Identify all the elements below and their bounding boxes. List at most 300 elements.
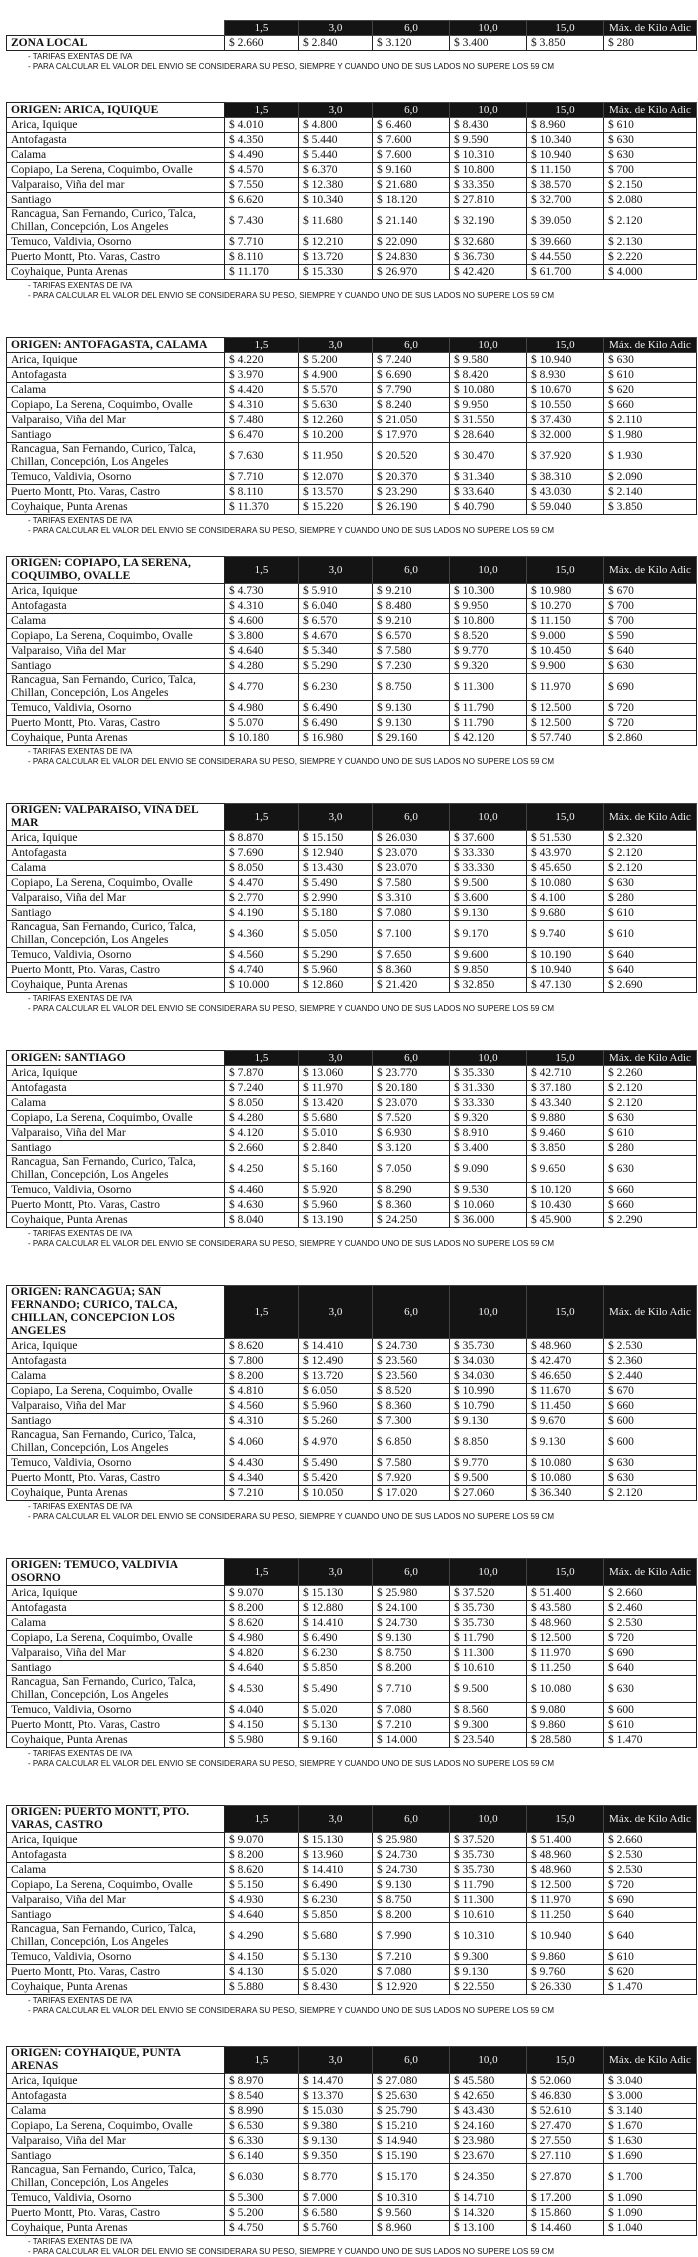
destination-cell: Rancagua, San Fernando, Curico, Talca, Chillan, Concepción, Los Angeles	[7, 443, 225, 470]
rate-cell: $ 9.500	[450, 1471, 527, 1486]
tariff-note: - PARA CALCULAR EL VALOR DEL ENVIO SE CONSIDERARA SU PESO, SIEMPRE Y CUANDO UNO DE SUS LADOS NO SUPERE LOS 59 CM	[28, 2006, 555, 2015]
table-row	[7, 629, 697, 644]
destination-cell: Coyhaique, Punta Arenas	[7, 978, 225, 993]
rate-cell: $ 2.440	[604, 1369, 697, 1384]
rate-cell: $ 12.380	[299, 178, 373, 193]
rate-cell: $ 8.200	[225, 1601, 299, 1616]
rate-cell: $ 45.900	[527, 1213, 604, 1228]
rate-cell: $ 5.680	[299, 1111, 373, 1126]
rate-cell: $ 17.020	[373, 1486, 450, 1501]
rate-cell: $ 9.900	[527, 659, 604, 674]
rate-cell: $ 10.180	[225, 731, 299, 746]
rate-cell: $ 2.360	[604, 1354, 697, 1369]
rate-cell: $ 11.970	[299, 1081, 373, 1096]
destination-cell: Arica, Iquique	[7, 1586, 225, 1601]
rate-cell: $ 24.830	[373, 250, 450, 265]
rate-cell: $ 48.960	[527, 1848, 604, 1863]
table-row	[7, 1646, 697, 1661]
rate-cell: $ 9.740	[527, 921, 604, 948]
weight-column-header: Máx. de Kilo Adic	[604, 557, 697, 584]
rate-cell: $ 3.400	[450, 1141, 527, 1156]
rate-cell: $ 7.710	[225, 470, 299, 485]
rate-cell: $ 4.740	[225, 963, 299, 978]
rate-cell: $ 4.770	[225, 674, 299, 701]
rate-cell: $ 8.910	[450, 1126, 527, 1141]
rate-cell: $ 15.170	[373, 2164, 450, 2191]
header-row	[7, 2047, 697, 2074]
rate-cell: $ 9.130	[527, 1429, 604, 1456]
rate-cell: $ 4.150	[225, 1718, 299, 1733]
rate-cell: $ 8.360	[373, 1198, 450, 1213]
weight-column-header: 6,0	[373, 1559, 450, 1586]
destination-cell: Valparaiso, Viña del mar	[7, 178, 225, 193]
rate-cell: $ 14.710	[450, 2191, 527, 2206]
rate-cell: $ 7.650	[373, 948, 450, 963]
table-row	[7, 443, 697, 470]
rate-cell: $ 10.080	[450, 383, 527, 398]
rate-cell: $ 9.130	[373, 701, 450, 716]
rate-cell: $ 13.370	[299, 2089, 373, 2104]
rate-cell: $ 35.730	[450, 1601, 527, 1616]
origin-rate-table	[6, 1805, 697, 1995]
rate-cell: $ 5.490	[299, 876, 373, 891]
rate-cell: $ 660	[604, 1183, 697, 1198]
rate-cell: $ 8.200	[373, 1661, 450, 1676]
rate-cell: $ 39.050	[527, 208, 604, 235]
origin-section	[0, 1805, 698, 2016]
table-row	[7, 1213, 697, 1228]
destination-cell: Santiago	[7, 1141, 225, 1156]
rate-cell: $ 4.280	[225, 659, 299, 674]
tariff-note: - TARIFAS EXENTAS DE IVA	[28, 516, 133, 525]
rate-cell: $ 6.690	[373, 368, 450, 383]
rate-cell: $ 13.720	[299, 1369, 373, 1384]
table-row	[7, 846, 697, 861]
rate-cell: $ 8.420	[450, 368, 527, 383]
rate-cell: $ 35.730	[450, 1863, 527, 1878]
rate-cell: $ 660	[604, 1399, 697, 1414]
table-row	[7, 921, 697, 948]
rate-cell: $ 10.190	[527, 948, 604, 963]
rate-cell: $ 2.120	[604, 1486, 697, 1501]
rate-cell: $ 630	[604, 876, 697, 891]
header-row	[7, 21, 697, 36]
rate-cell: $ 3.120	[373, 36, 450, 51]
destination-cell: Calama	[7, 614, 225, 629]
rate-cell: $ 1.630	[604, 2134, 697, 2149]
rate-cell: $ 4.470	[225, 876, 299, 891]
rate-cell: $ 24.730	[373, 1616, 450, 1631]
rate-cell: $ 31.330	[450, 1081, 527, 1096]
rate-cell: $ 13.720	[299, 250, 373, 265]
rate-cell: $ 670	[604, 584, 697, 599]
zone-label: ZONA LOCAL	[7, 36, 225, 51]
rate-cell: $ 14.460	[527, 2221, 604, 2236]
destination-cell: Antofagasta	[7, 1848, 225, 1863]
rate-cell: $ 4.490	[225, 148, 299, 163]
rate-cell: $ 7.920	[373, 1471, 450, 1486]
rate-cell: $ 11.970	[527, 674, 604, 701]
table-row	[7, 1456, 697, 1471]
weight-column-header: 15,0	[527, 338, 604, 353]
rate-cell: $ 10.790	[450, 1399, 527, 1414]
rate-cell: $ 6.140	[225, 2149, 299, 2164]
weight-column-header: 6,0	[373, 804, 450, 831]
rate-cell: $ 5.850	[299, 1908, 373, 1923]
rate-cell: $ 36.730	[450, 250, 527, 265]
rate-cell: $ 5.960	[299, 1198, 373, 1213]
destination-cell: Coyhaique, Punta Arenas	[7, 1980, 225, 1995]
destination-cell: Arica, Iquique	[7, 1339, 225, 1354]
rate-cell: $ 4.420	[225, 383, 299, 398]
tariff-note: - PARA CALCULAR EL VALOR DEL ENVIO SE CONSIDERARA SU PESO, SIEMPRE Y CUANDO UNO DE SUS LADOS NO SUPERE LOS 59 CM	[28, 757, 555, 766]
rate-cell: $ 30.470	[450, 443, 527, 470]
weight-column-header: 10,0	[450, 804, 527, 831]
rate-cell: $ 5.010	[299, 1126, 373, 1141]
rate-cell: $ 11.670	[527, 1384, 604, 1399]
rate-cell: $ 12.940	[299, 846, 373, 861]
origin-rate-table	[6, 1558, 697, 1748]
rate-cell: $ 22.090	[373, 235, 450, 250]
rate-cell: $ 13.100	[450, 2221, 527, 2236]
origin-rate-table	[6, 102, 697, 280]
rate-cell: $ 670	[604, 1384, 697, 1399]
header-row	[7, 338, 697, 353]
rate-cell: $ 7.210	[373, 1718, 450, 1733]
rate-cell: $ 10.990	[450, 1384, 527, 1399]
rate-cell: $ 10.050	[299, 1486, 373, 1501]
table-row	[7, 2206, 697, 2221]
tariff-notes	[28, 2237, 698, 2257]
rate-cell: $ 4.220	[225, 353, 299, 368]
tariff-notes	[28, 994, 698, 1014]
destination-cell: Copiapo, La Serena, Coquimbo, Ovalle	[7, 1878, 225, 1893]
table-row	[7, 1676, 697, 1703]
destination-cell: Santiago	[7, 2149, 225, 2164]
rate-cell: $ 11.300	[450, 674, 527, 701]
rate-cell: $ 43.580	[527, 1601, 604, 1616]
origin-title: ORIGEN: SANTIAGO	[7, 1051, 225, 1066]
rate-cell: $ 15.030	[299, 2104, 373, 2119]
rate-cell: $ 10.940	[527, 963, 604, 978]
rate-cell: $ 15.330	[299, 265, 373, 280]
destination-cell: Valparaiso, Viña del Mar	[7, 1646, 225, 1661]
rate-cell: $ 21.050	[373, 413, 450, 428]
destination-cell: Antofagasta	[7, 599, 225, 614]
weight-column-header: 1,5	[225, 21, 299, 36]
origin-sections	[0, 72, 698, 2257]
rate-cell: $ 4.820	[225, 1646, 299, 1661]
rate-cell: $ 1.700	[604, 2164, 697, 2191]
rate-cell: $ 7.990	[373, 1923, 450, 1950]
rate-cell: $ 10.940	[527, 148, 604, 163]
table-row	[7, 1703, 697, 1718]
table-row	[7, 1833, 697, 1848]
tariff-note: - PARA CALCULAR EL VALOR DEL ENVIO SE CONSIDERARA SU PESO, SIEMPRE Y CUANDO UNO DE SUS LADOS NO SUPERE LOS 59 CM	[28, 1004, 555, 1013]
rate-cell: $ 9.090	[450, 1156, 527, 1183]
rate-cell: $ 4.980	[225, 701, 299, 716]
rate-cell: $ 2.660	[225, 1141, 299, 1156]
rate-cell: $ 5.880	[225, 1980, 299, 1995]
table-row	[7, 2104, 697, 2119]
origin-title: ORIGEN: RANCAGUA; SAN FERNANDO; CURICO, TALCA, CHILLAN, CONCEPCION LOS ANGELES	[7, 1286, 225, 1339]
table-row	[7, 1384, 697, 1399]
destination-cell: Puerto Montt, Pto. Varas, Castro	[7, 485, 225, 500]
rate-cell: $ 26.030	[373, 831, 450, 846]
table-row	[7, 1111, 697, 1126]
weight-column-header: 15,0	[527, 804, 604, 831]
rate-cell: $ 32.680	[450, 235, 527, 250]
rate-cell: $ 8.750	[373, 1893, 450, 1908]
table-row	[7, 428, 697, 443]
rate-cell: $ 16.980	[299, 731, 373, 746]
rate-cell: $ 3.850	[604, 500, 697, 515]
rate-cell: $ 630	[604, 1111, 697, 1126]
rate-cell: $ 23.070	[373, 1096, 450, 1111]
rate-cell: $ 27.080	[373, 2074, 450, 2089]
rate-cell: $ 37.600	[450, 831, 527, 846]
destination-cell: Temuco, Valdivia, Osorno	[7, 2191, 225, 2206]
weight-column-header: 15,0	[527, 1286, 604, 1339]
rate-cell: $ 600	[604, 1414, 697, 1429]
rate-cell: $ 4.130	[225, 1965, 299, 1980]
origin-section	[0, 556, 698, 767]
rate-cell: $ 61.700	[527, 265, 604, 280]
rate-cell: $ 4.000	[604, 265, 697, 280]
rate-cell: $ 280	[604, 36, 697, 51]
rate-cell: $ 640	[604, 644, 697, 659]
destination-cell: Puerto Montt, Pto. Varas, Castro	[7, 250, 225, 265]
weight-column-header: 6,0	[373, 21, 450, 36]
destination-cell: Temuco, Valdivia, Osorno	[7, 1183, 225, 1198]
table-row	[7, 208, 697, 235]
rate-cell: $ 2.090	[604, 470, 697, 485]
rate-cell: $ 52.610	[527, 2104, 604, 2119]
rate-cell: $ 5.340	[299, 644, 373, 659]
table-row	[7, 1893, 697, 1908]
tariff-note: - TARIFAS EXENTAS DE IVA	[28, 747, 133, 756]
rate-cell: $ 720	[604, 701, 697, 716]
tariff-notes	[28, 1996, 698, 2016]
rate-cell: $ 9.770	[450, 644, 527, 659]
table-row	[7, 2191, 697, 2206]
rate-cell: $ 630	[604, 1471, 697, 1486]
rate-cell: $ 6.620	[225, 193, 299, 208]
rate-cell: $ 6.030	[225, 2164, 299, 2191]
tariff-notes	[28, 281, 698, 301]
rate-cell: $ 43.030	[527, 485, 604, 500]
rate-cell: $ 4.280	[225, 1111, 299, 1126]
tariff-note: - TARIFAS EXENTAS DE IVA	[28, 1996, 133, 2005]
table-row	[7, 1631, 697, 1646]
rate-cell: $ 5.150	[225, 1878, 299, 1893]
rate-cell: $ 15.860	[527, 2206, 604, 2221]
rate-cell: $ 9.320	[450, 659, 527, 674]
destination-cell: Puerto Montt, Pto. Varas, Castro	[7, 1965, 225, 1980]
table-row	[7, 2074, 697, 2089]
destination-cell: Coyhaique, Punta Arenas	[7, 1733, 225, 1748]
rate-cell: $ 38.570	[527, 178, 604, 193]
rate-cell: $ 3.850	[527, 36, 604, 51]
rate-cell: $ 2.110	[604, 413, 697, 428]
rate-cell: $ 10.080	[527, 1471, 604, 1486]
destination-cell: Copiapo, La Serena, Coquimbo, Ovalle	[7, 876, 225, 891]
zona-local-table	[6, 20, 697, 51]
rate-cell: $ 4.630	[225, 1198, 299, 1213]
table-row	[7, 674, 697, 701]
rate-cell: $ 7.800	[225, 1354, 299, 1369]
rate-cell: $ 6.930	[373, 1126, 450, 1141]
rate-cell: $ 4.430	[225, 1456, 299, 1471]
section-spacer	[0, 536, 698, 556]
table-row	[7, 398, 697, 413]
rate-cell: $ 10.080	[527, 1456, 604, 1471]
destination-cell: Coyhaique, Punta Arenas	[7, 2221, 225, 2236]
rate-cell: $ 9.680	[527, 906, 604, 921]
rate-cell: $ 9.130	[450, 906, 527, 921]
destination-cell: Copiapo, La Serena, Coquimbo, Ovalle	[7, 398, 225, 413]
destination-cell: Copiapo, La Serena, Coquimbo, Ovalle	[7, 2119, 225, 2134]
rate-cell: $ 10.300	[450, 584, 527, 599]
rate-cell: $ 4.310	[225, 599, 299, 614]
destination-cell: Arica, Iquique	[7, 1066, 225, 1081]
rate-cell: $ 6.490	[299, 1631, 373, 1646]
weight-column-header: Máx. de Kilo Adic	[604, 338, 697, 353]
destination-cell: Rancagua, San Fernando, Curico, Talca, Chillan, Concepción, Los Angeles	[7, 1923, 225, 1950]
origin-section	[0, 1285, 698, 1522]
destination-cell: Rancagua, San Fernando, Curico, Talca, Chillan, Concepción, Los Angeles	[7, 921, 225, 948]
destination-cell: Puerto Montt, Pto. Varas, Castro	[7, 716, 225, 731]
weight-column-header: Máx. de Kilo Adic	[604, 1286, 697, 1339]
rate-cell: $ 10.310	[450, 148, 527, 163]
rate-cell: $ 12.860	[299, 978, 373, 993]
weight-column-header: 10,0	[450, 338, 527, 353]
weight-column-header: Máx. de Kilo Adic	[604, 103, 697, 118]
destination-cell: Antofagasta	[7, 1601, 225, 1616]
rate-cell: $ 10.310	[450, 1923, 527, 1950]
table-row	[7, 1096, 697, 1111]
rate-cell: $ 8.240	[373, 398, 450, 413]
rate-cell: $ 3.040	[604, 2074, 697, 2089]
table-row	[7, 2134, 697, 2149]
rate-cell: $ 8.990	[225, 2104, 299, 2119]
rate-cell: $ 5.630	[299, 398, 373, 413]
rate-cell: $ 700	[604, 163, 697, 178]
rate-cell: $ 21.420	[373, 978, 450, 993]
rate-cell: $ 2.530	[604, 1863, 697, 1878]
rate-cell: $ 17.200	[527, 2191, 604, 2206]
destination-cell: Santiago	[7, 906, 225, 921]
rate-cell: $ 12.500	[527, 716, 604, 731]
table-row	[7, 1965, 697, 1980]
header-row	[7, 1051, 697, 1066]
rate-cell: $ 3.600	[450, 891, 527, 906]
table-row	[7, 584, 697, 599]
rate-cell: $ 9.210	[373, 614, 450, 629]
rate-cell: $ 3.000	[604, 2089, 697, 2104]
rate-cell: $ 630	[604, 1156, 697, 1183]
rate-cell: $ 9.600	[450, 948, 527, 963]
rate-cell: $ 20.520	[373, 443, 450, 470]
rate-cell: $ 40.790	[450, 500, 527, 515]
rate-cell: $ 640	[604, 948, 697, 963]
rate-cell: $ 5.490	[299, 1676, 373, 1703]
destination-cell: Temuco, Valdivia, Osorno	[7, 701, 225, 716]
rate-cell: $ 9.130	[373, 1631, 450, 1646]
rate-cell: $ 2.120	[604, 846, 697, 861]
table-row	[7, 235, 697, 250]
table-row	[7, 906, 697, 921]
rate-cell: $ 24.730	[373, 1339, 450, 1354]
tariff-note: - TARIFAS EXENTAS DE IVA	[28, 281, 133, 290]
rate-cell: $ 8.200	[225, 1848, 299, 1863]
table-row	[7, 1848, 697, 1863]
rate-cell: $ 11.680	[299, 208, 373, 235]
rate-cell: $ 6.460	[373, 118, 450, 133]
rate-cell: $ 12.260	[299, 413, 373, 428]
rate-cell: $ 8.850	[450, 1429, 527, 1456]
table-row	[7, 1081, 697, 1096]
table-row	[7, 368, 697, 383]
rate-cell: $ 690	[604, 1893, 697, 1908]
table-row	[7, 731, 697, 746]
rate-cell: $ 32.850	[450, 978, 527, 993]
table-row	[7, 1661, 697, 1676]
rate-cell: $ 4.640	[225, 644, 299, 659]
rate-cell: $ 2.260	[604, 1066, 697, 1081]
rate-cell: $ 1.090	[604, 2206, 697, 2221]
tariff-note: - PARA CALCULAR EL VALOR DEL ENVIO SE CONSIDERARA SU PESO, SIEMPRE Y CUANDO UNO DE SUS LADOS NO SUPERE LOS 59 CM	[28, 1239, 555, 1248]
rate-cell: $ 5.910	[299, 584, 373, 599]
table-row	[7, 2089, 697, 2104]
rate-cell: $ 660	[604, 1198, 697, 1213]
table-row	[7, 1616, 697, 1631]
rate-cell: $ 1.980	[604, 428, 697, 443]
zona-local-section	[0, 0, 698, 72]
rate-cell: $ 10.800	[450, 614, 527, 629]
rate-cell: $ 2.120	[604, 1096, 697, 1111]
rate-cell: $ 7.240	[225, 1081, 299, 1096]
rate-cell: $ 6.230	[299, 1893, 373, 1908]
destination-cell: Calama	[7, 861, 225, 876]
destination-cell: Temuco, Valdivia, Osorno	[7, 948, 225, 963]
rate-cell: $ 7.600	[373, 148, 450, 163]
weight-column-header: Máx. de Kilo Adic	[604, 804, 697, 831]
destination-cell: Santiago	[7, 1908, 225, 1923]
weight-column-header: 6,0	[373, 557, 450, 584]
rate-cell: $ 4.640	[225, 1661, 299, 1676]
rate-cell: $ 9.130	[450, 1414, 527, 1429]
rate-cell: $ 11.450	[527, 1399, 604, 1414]
rate-cell: $ 720	[604, 716, 697, 731]
rate-cell: $ 280	[604, 891, 697, 906]
table-row	[7, 1198, 697, 1213]
rate-cell: $ 6.850	[373, 1429, 450, 1456]
rate-cell: $ 12.500	[527, 701, 604, 716]
weight-column-header: 3,0	[299, 2047, 373, 2074]
rate-cell: $ 36.000	[450, 1213, 527, 1228]
weight-column-header: 3,0	[299, 557, 373, 584]
rate-cell: $ 6.490	[299, 716, 373, 731]
rate-cell: $ 27.550	[527, 2134, 604, 2149]
rate-cell: $ 10.980	[527, 584, 604, 599]
rate-cell: $ 4.310	[225, 398, 299, 413]
rate-cell: $ 4.980	[225, 1631, 299, 1646]
header-row	[7, 1286, 697, 1339]
weight-column-header: 10,0	[450, 21, 527, 36]
rate-cell: $ 37.430	[527, 413, 604, 428]
destination-cell: Rancagua, San Fernando, Curico, Talca, Chillan, Concepción, Los Angeles	[7, 208, 225, 235]
